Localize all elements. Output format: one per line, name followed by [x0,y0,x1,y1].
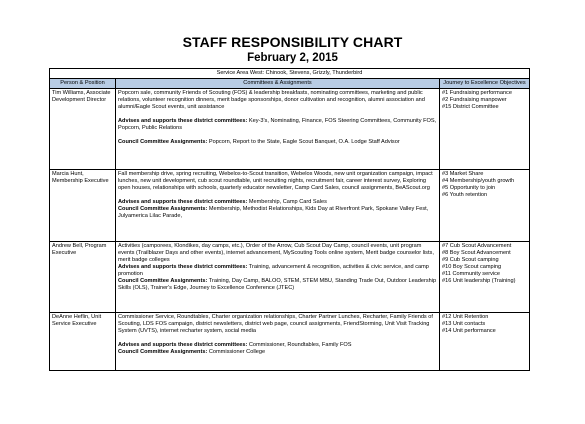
council-committees-text: Commissioner College [207,349,266,355]
district-committees-label: Advises and supports these district committees: [118,264,248,270]
person-cell: Marcia Hunt, Membership Executive [50,170,116,242]
district-committees-text: Commissioner, Roundtables, Family FOS [247,342,352,348]
objectives-cell [440,313,530,371]
objectives-cell [440,89,530,170]
assignments-cell [116,313,440,371]
objectives-cell [440,242,530,313]
assignments-cell [116,89,440,170]
council-committees [118,278,437,292]
objective-item: #12 Unit Retention [442,314,489,320]
objective-item: #13 Unit contacts [442,321,486,327]
district-committees [118,342,437,349]
table-row [50,170,530,242]
assignments-cell [116,170,440,242]
header-assignments: Committees & Assignments [116,79,440,89]
assignments-text: Activities (camporees, Klondikes, day camps, etc.), Order of the Arrow, Cub Scout Day Camp, council events, unit program events (Trailblazer Days and other events), internet advancement, MyScouting Tools online system, Merit badge counselor lists, merit badge colleges [118,243,434,263]
district-committees-text: Training, advancement & recognition, activities & civic service, and camp promotion [118,264,429,277]
district-committees [118,118,437,132]
objective-item: #2 Fundraising manpower [442,97,507,103]
assignments-text: Commissioner Service, Roundtables, Charter organization relationships, Charter Partner Lunches, Recharter, Family Friends of Scouting, LDS FOS campaign, district newsletters, district web page, council assignments, FriendStorming, Unit Visit Tracking System (UVTS), internet recharter system, social media [118,314,433,334]
district-committees-label: Advises and supports these district committees: [118,342,248,348]
chart-title: STAFF RESPONSIBILITY CHART [182,34,403,50]
council-committees-label: Council Committee Assignments: [118,206,208,212]
service-area-title: Service Area West: Chinook, Stevens, Grizzly, Thunderbird [50,69,530,79]
council-committees-text: Membership, Methodist Relationships, Kids Day at Riverfront Park, Spokane Valley Fest, Julyamerica Lilac Parade, [118,206,429,219]
header-objectives: Journey to Excellence Objectives [440,79,530,89]
council-committees [118,139,437,146]
table-row [50,313,530,371]
person-cell: DeAnne Heflin, Unit Service Executive [50,313,116,371]
objective-item: #9 Cub Scout camping [442,257,499,263]
council-committees [118,349,437,356]
district-committees-text: Membership, Camp Card Sales [247,199,327,205]
staff-responsibility-table [49,68,530,371]
objective-item: #16 Unit leadership (Training) [442,278,516,284]
council-committees [118,206,437,220]
objective-item: #7 Cub Scout Advancement [442,243,512,249]
objective-item: #14 Unit performance [442,328,496,334]
objectives-cell [440,170,530,242]
objective-item: #8 Boy Scout Advancement [442,250,511,256]
assignments-text: Fall membership drive, spring recruiting, Webelos-to-Scout transition, Webelos Woods, new unit organization campaign, impact lunches, new unit development, cub scout roundtable, unit recruiting nights, recruitment fair, career interest survey, Exploring open houses, relationships with schools, quarterly educator newsletter, Camp Card Sales, council assignments, BeAScout.org [118,171,433,191]
objective-item: #1 Fundraising performance [442,90,512,96]
objective-item: #3 Market Share [442,171,484,177]
header-person: Person & Position [50,79,116,89]
council-committees-label: Council Committee Assignments: [118,139,208,145]
person-cell: Andrew Bell, Program Executive [50,242,116,313]
table-row [50,242,530,313]
district-committees-label: Advises and supports these district committees: [118,199,248,205]
table-header-row [50,79,530,89]
council-committees-text: Popcorn, Report to the State, Eagle Scout Banquet, O.A. Lodge Staff Advisor [207,139,400,145]
council-committees-label: Council Committee Assignments: [118,349,208,355]
district-committees-text: Key-3's, Nominating, Finance, FOS Steering Committees, Community FOS, Popcorn, Public Relations [118,118,437,131]
objective-item: #4 Membership/youth growth [442,178,515,184]
objective-item: #10 Boy Scout camping [442,264,502,270]
person-cell: Tim Williams, Associate Development Director [50,89,116,170]
objective-item: #6 Youth retention [442,192,488,198]
district-committees [118,264,437,278]
assignments-text: Popcorn sale, community Friends of Scouting (FOS) & leadership breakfasts, nominating committees, marketing and public relations, volunteer recognition dinners, merit badge sponsorships, donor cultivation and recognition, alumni association and alumni/Eagle Scout events, unit assistance [118,90,425,110]
objective-item: #11 Community service [442,271,501,277]
objective-item: #5 Opportunity to join [442,185,496,191]
objective-item: #15 District Committee [442,104,499,110]
assignments-cell [116,242,440,313]
council-committees-label: Council Committee Assignments: [118,278,208,284]
district-committees [118,199,437,206]
table-row [50,89,530,170]
district-committees-label: Advises and supports these district committees: [118,118,248,124]
chart-date: February 2, 2015 [247,52,338,64]
service-area-row [50,69,530,79]
council-committees-text: Training, Day Camp, BALOO, STEM, STEM MBU, Standing Trade Out, Outdoor Leadership Skills (OLS), Trainer's Edge, Journey to Excellence Conference (JTEC) [118,278,437,291]
